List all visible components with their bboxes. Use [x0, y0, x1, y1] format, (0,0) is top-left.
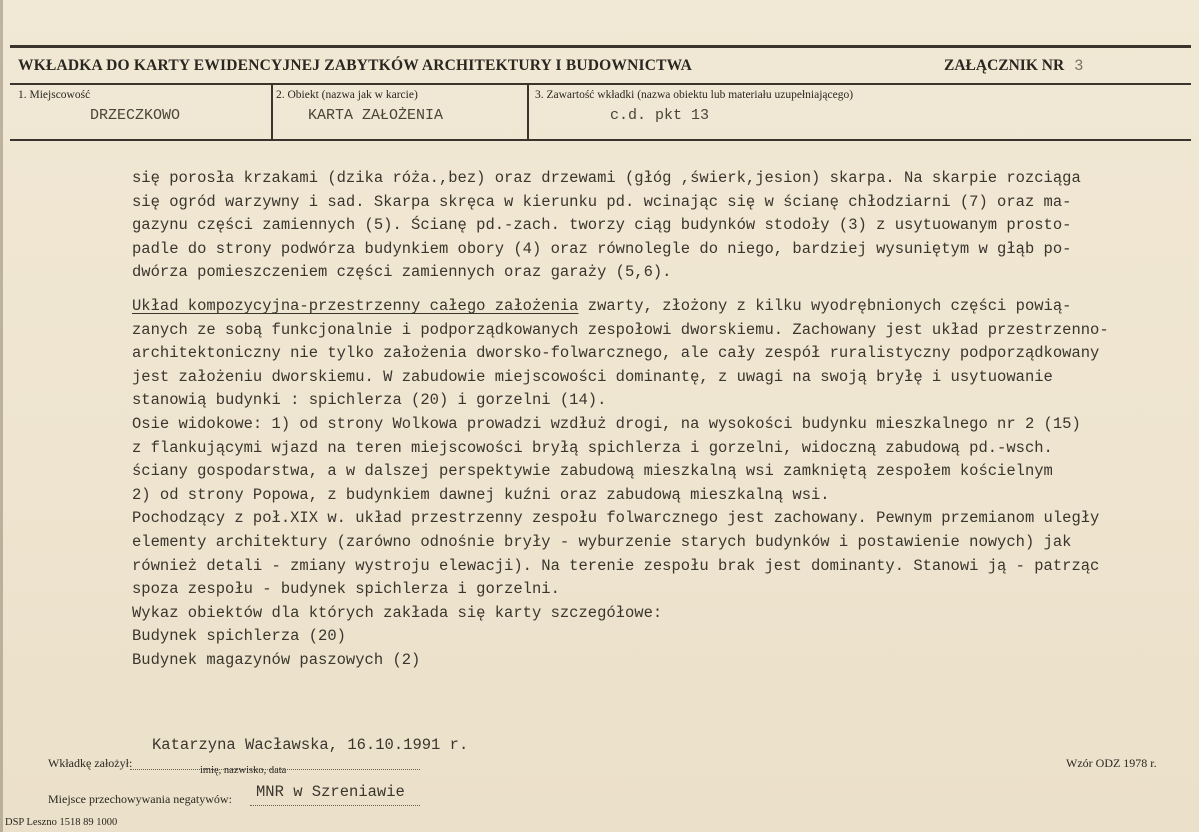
text-line: zanych ze sobą funkcjonalnie i podporządkowanych zespołowi dworskiemu. Zachowany jest układ przestrzenno- [132, 320, 1109, 339]
printer-line: DSP Leszno 1518 89 1000 [5, 817, 118, 828]
text-line: ściany gospodarstwa, a w dalszej perspektywie zabudową mieszkalną wsi zamkniętą zespołem kościelnym [132, 462, 1053, 481]
template-label: Wzór ODZ 1978 r. [1066, 756, 1157, 770]
field-divider-1 [271, 84, 273, 140]
text-line: gazynu części zamiennych (5). Ścianę pd.-zach. tworzy ciąg budynków stodoły (3) z usytuowanym prosto- [132, 216, 1072, 235]
annex-number: 3 [1074, 57, 1084, 75]
field-divider-2 [527, 84, 529, 140]
annex-header [944, 57, 1083, 75]
text-line: dwórza pomieszczeniem części zamiennych oraz garaży (5,6). [132, 263, 672, 282]
negatives-value: MNR w Szreniawie [256, 783, 405, 801]
text-line: z flankującymi wjazd na teren miejscowości bryłą spichlerza i gorzelni, widoczną zabudową pd.-wsch. [132, 438, 1053, 457]
field-value-locality: DRZECZKOWO [90, 107, 181, 124]
top-rule [10, 45, 1191, 48]
form-title: WKŁADKA DO KARTY EWIDENCYJNEJ ZABYTKÓW ARCHITEKTURY I BUDOWNICTWA [18, 57, 693, 74]
header-divider [10, 83, 1191, 85]
text-line-rest: zwarty, złożony z kilku wyodrębnionych części powią- [578, 296, 1072, 315]
text-line: stanowią budynki : spichlerza (20) i gorzelni (14). [132, 391, 607, 410]
field-label-object: 2. Obiekt (nazwa jak w karcie) [276, 89, 418, 101]
fields-bottom-rule [10, 139, 1191, 141]
text-line: Pochodzący z poł.XIX w. układ przestrzenny zespołu folwarcznego jest zachowany. Pewnym przemianom uległy [132, 509, 1100, 528]
text-line: się porosła krzakami (dzika róża.,bez) oraz drzewami (głóg ,świerk,jesion) skarpa. Na skarpie rozciąga [132, 169, 1081, 187]
field-label-contents: 3. Zawartość wkładki (nazwa obiektu lub materiału uzupełniającego) [535, 89, 854, 101]
text-line: się ogród warzywny i sad. Skarpa skręca w kierunku pd. wcinając się w ścianę chłodziarni (7) oraz ma- [132, 192, 1072, 211]
text-line: jest założeniu dworskiemu. W zabudowie miejscowości dominantę, z uwagi na swoją bryłę i usytuowanie [132, 367, 1053, 386]
text-line [132, 295, 1172, 319]
annex-label: ZAŁĄCZNIK NR [944, 57, 1065, 74]
field-value-contents: c.d. pkt 13 [610, 107, 710, 124]
text-line: padle do strony podwórza budynkiem obory (4) oraz równolegle do niego, bardziej wysuniętym w głąb po- [132, 239, 1072, 258]
text-line: spoza zespołu - budynek spichlerza i gorzelni. [132, 580, 560, 599]
text-line: Osie widokowe: 1) od strony Wolkowa prowadzi wzdłuż drogi, na wysokości budynku mieszkalnego nr 2 (15) [132, 414, 1081, 433]
inserted-by-value: Katarzyna Wacławska, 16.10.1991 r. [152, 736, 469, 754]
inserted-by-label: Wkładkę założył: [48, 756, 133, 770]
negatives-label: Miejsce przechowywania negatywów: [48, 792, 232, 806]
text-line: 2) od strony Popowa, z budynkiem dawnej kuźni oraz zabudową mieszkalną wsi. [132, 485, 830, 504]
field-value-object: KARTA ZAŁOŻENIA [308, 107, 444, 124]
typed-text [132, 167, 1172, 672]
negatives-line [250, 805, 420, 806]
field-label-locality: 1. Miejscowość [18, 89, 91, 101]
text-line: Budynek spichlerza (20) [132, 627, 346, 646]
section-heading: Układ kompozycyjna-przestrzenny całego założenia [132, 296, 579, 315]
text-line: architektoniczny nie tylko założenia dworsko-folwarcznego, ale cały zespół ruralistyczny podporządkowany [132, 344, 1100, 363]
name-caption: imię, nazwisko, data [200, 765, 287, 776]
text-line: Budynek magazynów paszowych (2) [132, 650, 421, 669]
text-line: Wykaz obiektów dla których zakłada się karty szczegółowe: [132, 603, 663, 622]
text-line: elementy architektury (zarówno odnośnie bryły - wyburzenie starych budynków i postawienie nowych) jak [132, 532, 1072, 551]
card-edge [0, 0, 3, 832]
text-line: również detali - zmiany wystroju elewacji). Na terenie zespołu brak jest dominanty. Stanowi ją - patrząc [132, 556, 1100, 575]
